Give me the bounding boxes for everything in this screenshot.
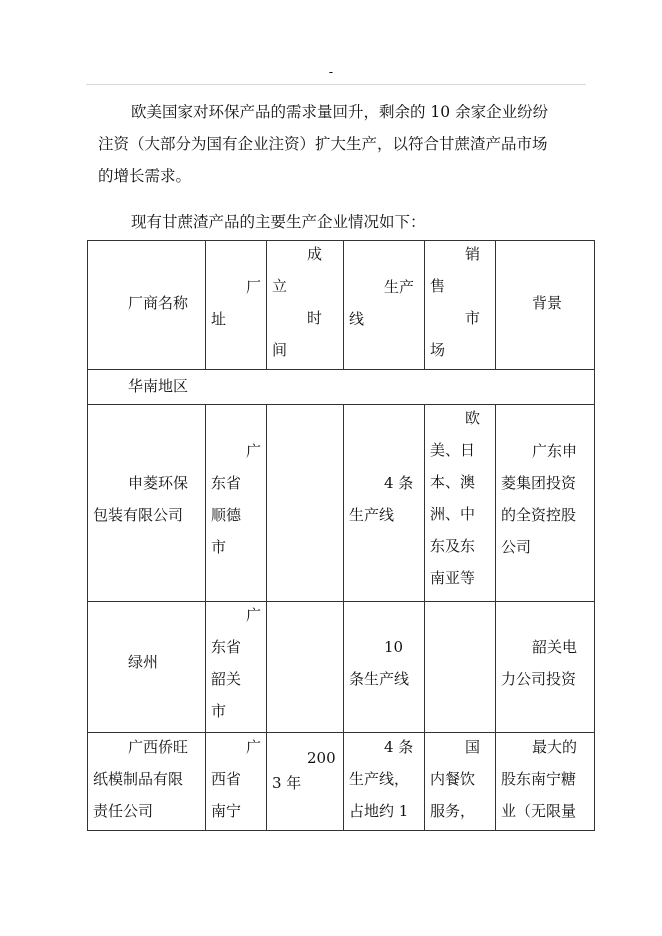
cell-site-text: 广 — [246, 442, 262, 460]
header-name-text: 厂商名称 — [128, 294, 189, 312]
cell-market — [425, 405, 496, 602]
header-market-text: 场 — [430, 341, 446, 359]
header-site — [206, 241, 267, 370]
header-date — [267, 241, 344, 370]
table-header-row — [88, 241, 595, 370]
cell-site-text: 东省 — [211, 474, 242, 492]
cell-background-text: 力公司投资 — [501, 670, 577, 688]
header-date-text: 间 — [272, 341, 288, 359]
cell-site — [206, 733, 267, 831]
header-site-text: 厂 — [246, 278, 262, 296]
cell-line — [344, 733, 425, 831]
cell-market-text: 内餐饮 — [430, 770, 476, 788]
cell-line-text: 占地约 1 — [349, 802, 409, 820]
table-row — [88, 405, 595, 602]
cell-line-text: 10 — [384, 638, 404, 656]
cell-site-text: 市 — [211, 538, 227, 556]
header-market — [425, 241, 496, 370]
cell-site — [206, 602, 267, 733]
table-intro: 现有甘蔗渣产品的主要生产企业情况如下： — [131, 213, 426, 231]
cell-market-text: 东及东 — [430, 537, 476, 555]
cell-market — [425, 733, 496, 831]
cell-background-text: 广东申 — [532, 442, 578, 460]
region-cell — [88, 370, 595, 405]
cell-date — [267, 602, 344, 733]
cell-background-text: 的全资控股 — [501, 506, 577, 524]
cell-market-text: 本、澳 — [430, 473, 476, 491]
header-rule — [86, 84, 586, 85]
company-table — [87, 240, 595, 831]
cell-market — [425, 602, 496, 733]
cell-market-text: 洲、中 — [430, 505, 476, 523]
cell-background-text: 股东南宁糖 — [501, 770, 577, 788]
region-row — [88, 370, 595, 405]
cell-name — [88, 405, 206, 602]
cell-market-text: 服务， — [430, 802, 476, 820]
header-date-text: 时 — [307, 309, 323, 327]
cell-site-text: 南宁 — [211, 802, 242, 820]
cell-site-text: 西省 — [211, 770, 242, 788]
cell-line-text: 4 条 — [384, 474, 414, 492]
cell-line — [344, 602, 425, 733]
intro-paragraph — [98, 96, 598, 192]
cell-market-text: 美、日 — [430, 441, 476, 459]
cell-name-text: 广西侨旺 — [128, 738, 189, 756]
intro-line: 的增长需求。 — [98, 167, 192, 185]
cell-date-text: 3 年 — [272, 774, 302, 792]
cell-market-text: 南亚等 — [430, 569, 476, 587]
header-name — [88, 241, 206, 370]
cell-date — [267, 405, 344, 602]
header-date-text: 立 — [272, 277, 288, 295]
cell-site-text: 广 — [246, 738, 262, 756]
cell-background — [496, 405, 595, 602]
cell-line-text: 条生产线 — [349, 670, 410, 688]
header-background-text: 背景 — [532, 294, 563, 312]
header-market-text: 销 — [465, 245, 481, 263]
cell-site-text: 顺德 — [211, 506, 242, 524]
cell-background-text: 公司 — [501, 538, 532, 556]
cell-line-text: 4 条 — [384, 738, 414, 756]
cell-name-text: 申菱环保 — [128, 474, 189, 492]
header-market-text: 售 — [430, 277, 446, 295]
cell-background — [496, 733, 595, 831]
cell-site-text: 广 — [246, 606, 262, 624]
cell-site-text: 东省 — [211, 638, 242, 656]
header-background — [496, 241, 595, 370]
table-row — [88, 602, 595, 733]
cell-name-text: 纸模制品有限 — [93, 770, 184, 788]
cell-line-text: 生产线， — [349, 770, 410, 788]
cell-background — [496, 602, 595, 733]
intro-line: 欧美国家对环保产品的需求量回升，剩余的 10 余家企业纷纷 — [131, 103, 549, 121]
cell-name-text: 包装有限公司 — [93, 506, 184, 524]
header-line-text: 生产 — [384, 278, 415, 296]
header-line — [344, 241, 425, 370]
intro-line: 注资（大部分为国有企业注资）扩大生产，以符合甘蔗渣产品市场 — [98, 135, 548, 153]
cell-background-text: 菱集团投资 — [501, 474, 577, 492]
cell-site — [206, 405, 267, 602]
cell-market-text: 国 — [465, 738, 481, 756]
cell-background-text: 韶关电 — [532, 638, 578, 656]
cell-line — [344, 405, 425, 602]
cell-site-text: 韶关 — [211, 670, 242, 688]
header-date-text: 成 — [307, 245, 323, 263]
cell-name — [88, 602, 206, 733]
cell-line-text: 生产线 — [349, 506, 395, 524]
header-site-text: 址 — [211, 310, 227, 328]
cell-market-text: 欧 — [465, 409, 481, 427]
header-line-text: 线 — [349, 310, 365, 328]
cell-background-text: 最大的 — [532, 738, 578, 756]
cell-name-text: 绿州 — [128, 653, 159, 671]
table-row — [88, 733, 595, 831]
page-mark: - — [328, 65, 334, 80]
cell-name-text: 责任公司 — [93, 802, 154, 820]
cell-site-text: 市 — [211, 702, 227, 720]
header-market-text: 市 — [465, 309, 481, 327]
cell-background-text: 业（无限量 — [501, 802, 577, 820]
cell-date-text: 200 — [307, 749, 336, 767]
cell-name — [88, 733, 206, 831]
region-label: 华南地区 — [128, 377, 189, 395]
cell-date — [267, 733, 344, 831]
